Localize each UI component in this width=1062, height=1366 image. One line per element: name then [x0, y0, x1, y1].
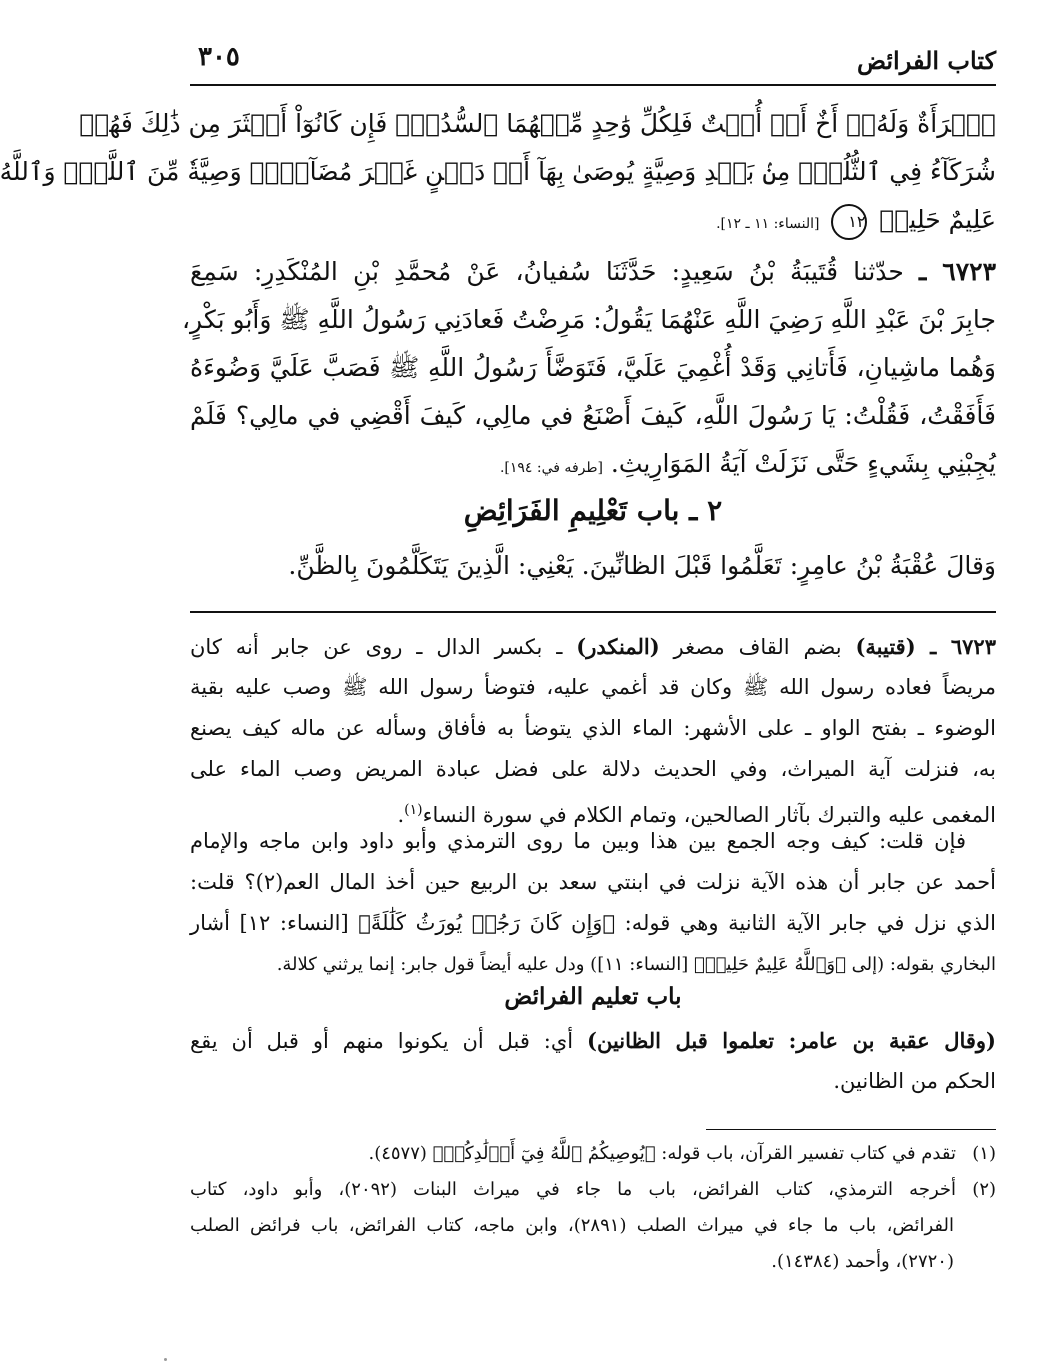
footnote-1	[190, 1136, 996, 1172]
footnote-number: (٢)	[972, 1179, 997, 1200]
quran-verse-block	[0, 100, 996, 244]
hadith-line: جابِرَ بْنَ عَبْدِ اللَّهِ رَضِيَ اللَّهِ عَنْهُمَا يَقُولُ: مَرِضْتُ فَعادَنِي رَسُولُ اللَّهِ ﷺ وَأَبُو بَكْرٍ،	[181, 305, 996, 334]
commentary-text: أي: قبل أن يكونوا منهم أو قبل أن يقع	[190, 1029, 588, 1053]
commentary-line	[190, 626, 996, 667]
commentary-paragraph-1	[190, 626, 996, 831]
commentary-line	[190, 1020, 996, 1061]
scan-speck	[164, 1358, 167, 1361]
footnote-line: (٢٧٢٠)، وأحمد (١٤٣٨٤).	[771, 1251, 954, 1272]
footnote-line: الفرائض، باب ما جاء في ميراث الصلب (٢٨٩١)، وابن ماجه، كتاب الفرائض، باب فرائض الصلب	[190, 1215, 954, 1236]
commentary-lemma: (المنكدر)	[576, 634, 660, 659]
commentary-lemma: ٦٧٢٣ ـ (قتيبة)	[855, 634, 996, 659]
commentary-heading: باب تعليم الفرائض	[504, 983, 682, 1010]
page-number: ٣٠٥	[198, 42, 240, 72]
hadith-cross-reference: [طرفه في: ١٩٤].	[499, 460, 603, 476]
commentary-line: الذي نزل في جابر الآية الثانية وهي قوله: ﴿وَإِن كَانَ رَجُلٞ يُورَثُ كَلَٰلَةً﴾ [النساء: ١٢] أشار	[190, 911, 996, 935]
verse-number-marker: ١٢	[831, 204, 867, 240]
hadith-line-text: حدّثنا قُتَيبَةُ بْنُ سَعِيدٍ: حَدَّثَنَا سُفيانُ، عَنْ مُحمَّدِ بْنِ المُنْكَدِرِ: سَمِعَ	[190, 257, 904, 286]
commentary-paragraph-2	[190, 821, 996, 985]
footnote-2	[190, 1172, 996, 1208]
header-rule	[190, 84, 996, 86]
footnote-separator	[706, 1129, 996, 1130]
hadith-line: وَهُما ماشِيانِ، فَأَتانِي وَقَدْ أُغْمِيَ عَلَيَّ، فَتَوَضَّأَ رَسُولُ اللَّهِ ﷺ فَصَبَّ عَلَيَّ وَضُوءَهُ	[190, 353, 996, 382]
footnotes	[190, 1136, 996, 1280]
book-title: كتاب الفرائض	[856, 46, 996, 75]
commentary-line: الوضوء ـ بفتح الواو ـ على الأشهر: الماء الذي يتوضأ به فأفاق وسأله عن ماله كيف يصنع	[190, 716, 996, 740]
hadith-line: فَأَفَقْتُ، فَقُلْتُ: يَا رَسُولَ اللَّهِ، كَيفَ أَصْنَعُ في مالِي، كَيفَ أَقْضِي في مالِي؟ فَلَمْ	[190, 401, 996, 430]
chapter-text-block	[190, 542, 996, 590]
hadith-line-text: يُجِبْنِي بِشَيءٍ حَتَّى نَزَلَتْ آيَةُ المَوَارِيثِ.	[610, 449, 996, 478]
text-commentary-separator	[190, 611, 996, 613]
footnote-number: (١)	[972, 1143, 996, 1164]
quran-reference: [النساء: ١١ ـ ١٢].	[716, 216, 820, 232]
commentary-line: البخاري بقوله: (إلى ﴿وَٱللَّهُ عَلِيمٌ حَلِيمٞ﴾ [النساء: ١١]) ودل عليه أيضاً قول جابر: إنما يرثني كلالة.	[276, 954, 996, 975]
hadith-block	[181, 248, 996, 488]
commentary-line: المغمى عليه والتبرك بآثار الصالحين، وتمام الكلام في سورة النساء$^{(١)}$.	[397, 802, 996, 827]
hadith-number: ٦٧٢٣ ـ	[919, 257, 996, 286]
commentary-lemma: (وقال عقبة بن عامر: تعلموا قبل الظانين)	[587, 1028, 996, 1053]
hadith-line	[190, 248, 996, 296]
footnote-text: أخرجه الترمذي، كتاب الفرائض، باب ما جاء في ميراث البنات (٢٠٩٢)، وأبو داود، كتاب	[190, 1179, 957, 1200]
commentary-line: فإن قلت: كيف وجه الجمع بين هذا وبين ما روى الترمذي وأبو داود وابن ماجه والإمام	[190, 829, 966, 853]
running-head	[190, 40, 996, 80]
commentary-line: أحمد عن جابر أن هذه الآية نزلت في ابنتي سعد بن الربيع حين أخذ المال العم(٢)؟ قلت:	[190, 870, 996, 894]
commentary-text: المغمى عليه والتبرك بآثار الصالحين، وتمام الكلام في سورة النساء	[422, 803, 996, 827]
footnote-text: تقدم في كتاب تفسير القرآن، باب قوله: ﴿يُوصِيكُمُ ٱللَّهُ فِيٓ أَوۡلَٰدِكُمۡ﴾ (٤٥٧٧).	[368, 1143, 956, 1164]
commentary-line: الحكم من الظانين.	[833, 1069, 996, 1093]
quran-line	[190, 196, 996, 244]
chapter-text: وَقالَ عُقْبَةُ بْنُ عامِرٍ: تَعَلَّمُوا قَبْلَ الظانِّينَ. يَعْنِي: الَّذِينَ يَتَكَلَّمُونَ بِالظَّنِّ.	[288, 551, 996, 580]
commentary-text: بضم القاف مصغر	[659, 635, 856, 659]
hadith-line	[190, 440, 996, 488]
chapter-heading: ٢ ـ باب تَعْلِيمِ الفَرَائِضِ	[463, 494, 723, 527]
commentary-paragraph-3	[190, 1020, 996, 1102]
quran-line: شُرَكَآءُ فِي ٱلثُّلُثِۚ مِنۢ بَعۡدِ وَصِيَّةٍ يُوصَىٰ بِهَآ أَوۡ دَيۡنٍ غَيۡرَ مُضَآرّٖۚ وَصِيَّةٗ مِّنَ ٱللَّهِۗ وَٱللَّهُ	[0, 157, 996, 186]
quran-line: ٱمۡرَأَةٌ وَلَهُۥٓ أَخٌ أَوۡ أُخۡتٌ فَلِكُلِّ وَٰحِدٍ مِّنۡهُمَا ٱلسُّدُسُۚ فَإِن كَانُوٓاْ أَكۡثَرَ مِن ذَٰلِكَ فَهُمۡ	[79, 109, 996, 138]
commentary-line: به، فنزلت آية الميراث، وفي الحديث دلالة على فضل عبادة المريض وصب الماء على	[190, 757, 996, 781]
commentary-line: مريضاً فعاده رسول الله ﷺ وكان قد أغمي عليه، فتوضأ رسول الله ﷺ وصب عليه بقية	[190, 675, 996, 699]
quran-line-text: عَلِيمٌ حَلِيمٞ	[879, 205, 996, 234]
commentary-text: ـ بكسر الدال ـ روى عن جابر أنه كان	[190, 635, 577, 659]
footnote-marker: (١)	[404, 802, 423, 818]
